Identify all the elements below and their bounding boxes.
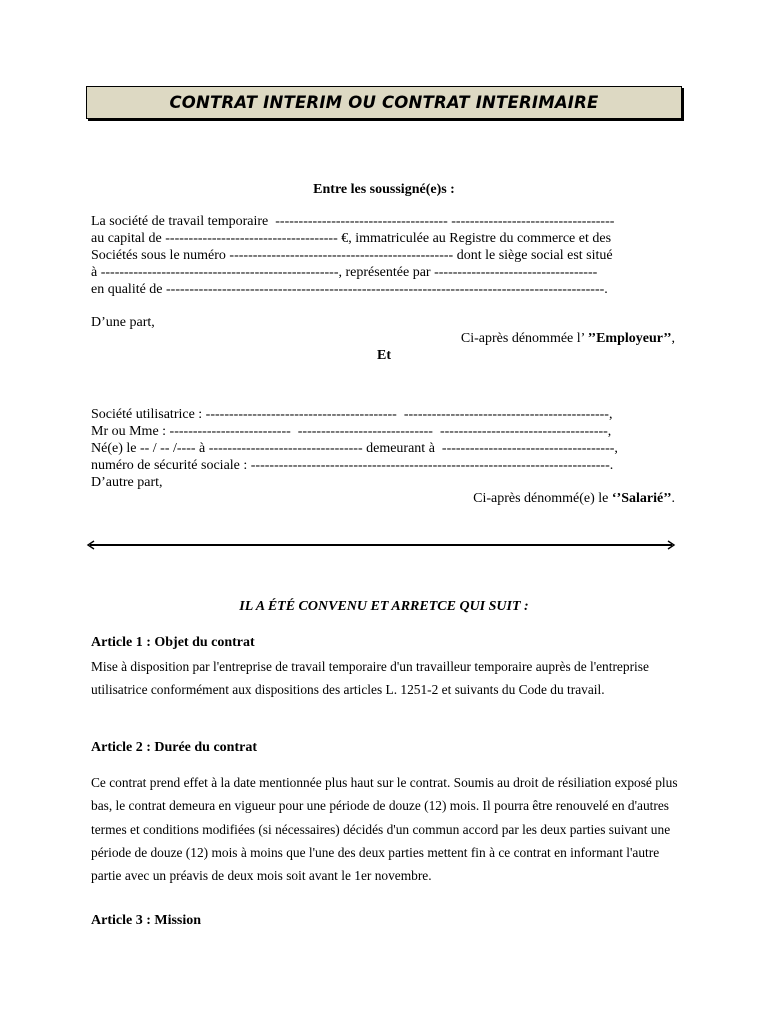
employee-line-4: numéro de sécurité sociale : -----------------------------------------------------------------------------. — [91, 458, 614, 473]
employer-line-1: La société de travail temporaire ------------------------------------- ----------------------------------- — [91, 214, 615, 229]
employee-line-3: Né(e) le -- / -- /---- à --------------------------------- demeurant à -------------------------------------, — [91, 441, 618, 456]
article-3-title: Article 3 : Mission — [91, 913, 202, 928]
title-box — [86, 86, 682, 119]
article-1-title: Article 1 : Objet du contrat — [91, 635, 255, 650]
intro-heading: Entre les soussigné(e)s : — [313, 182, 455, 197]
employer-line-2: au capital de ------------------------------------- €, immatriculée au Registre du commerce et des — [91, 231, 612, 246]
et-separator: Et — [377, 348, 391, 363]
document-title: CONTRAT INTERIM OU CONTRAT INTERIMAIRE — [169, 93, 599, 112]
employee-line-1: Société utilisatrice : ----------------------------------------- --------------------------------------------, — [91, 407, 613, 422]
separator-arrow-line — [86, 538, 676, 552]
article-1-text: Mise à disposition par l'entreprise de travail temporaire d'un travailleur temporaire auprès de l'entreprise utilisatrice conformément aux dispositions des articles L. 1251-2 et suivants du Code du travail. — [91, 659, 649, 698]
employer-line-5: en qualité de ----------------------------------------------------------------------------------------------. — [91, 282, 608, 297]
dune-part: D’une part, — [91, 315, 155, 330]
employer-line-3: Sociétés sous le numéro ------------------------------------------------ dont le siège social est situé — [91, 248, 613, 263]
employer-reference: Ci-après dénommée l’ ’’Employeur’’, — [460, 331, 675, 346]
agreement-heading: IL A ÉTÉ CONVENU ET ARRETCE QUI SUIT : — [239, 599, 529, 614]
employer-line-4: à ---------------------------------------------------, représentée par ----------------------------------- — [91, 265, 598, 280]
article-2-text: Ce contrat prend effet à la date mentionnée plus haut sur le contrat. Soumis au droit de résiliation exposé plus bas, le contrat demeura en vigueur pour une période de douze (12) mois. Il pourra être renouvelé en d'autres termes et conditions modifiées (si nécessaires) décidés d'un commun accord par les deux parties suivant une période de douze (12) mois à moins que l'une des deux parties mettent fin à ce contrat en informant l'autre partie avec un préavis de deux mois soit avant le 1er novembre. — [91, 775, 678, 884]
dautre-part: D’autre part, — [91, 475, 163, 490]
employee-reference: Ci-après dénommé(e) le ‘’Salarié’’. — [473, 491, 675, 506]
article-2-title: Article 2 : Durée du contrat — [91, 740, 258, 755]
employee-line-2: Mr ou Mme : -------------------------- ----------------------------- ------------------------------------, — [91, 424, 612, 439]
